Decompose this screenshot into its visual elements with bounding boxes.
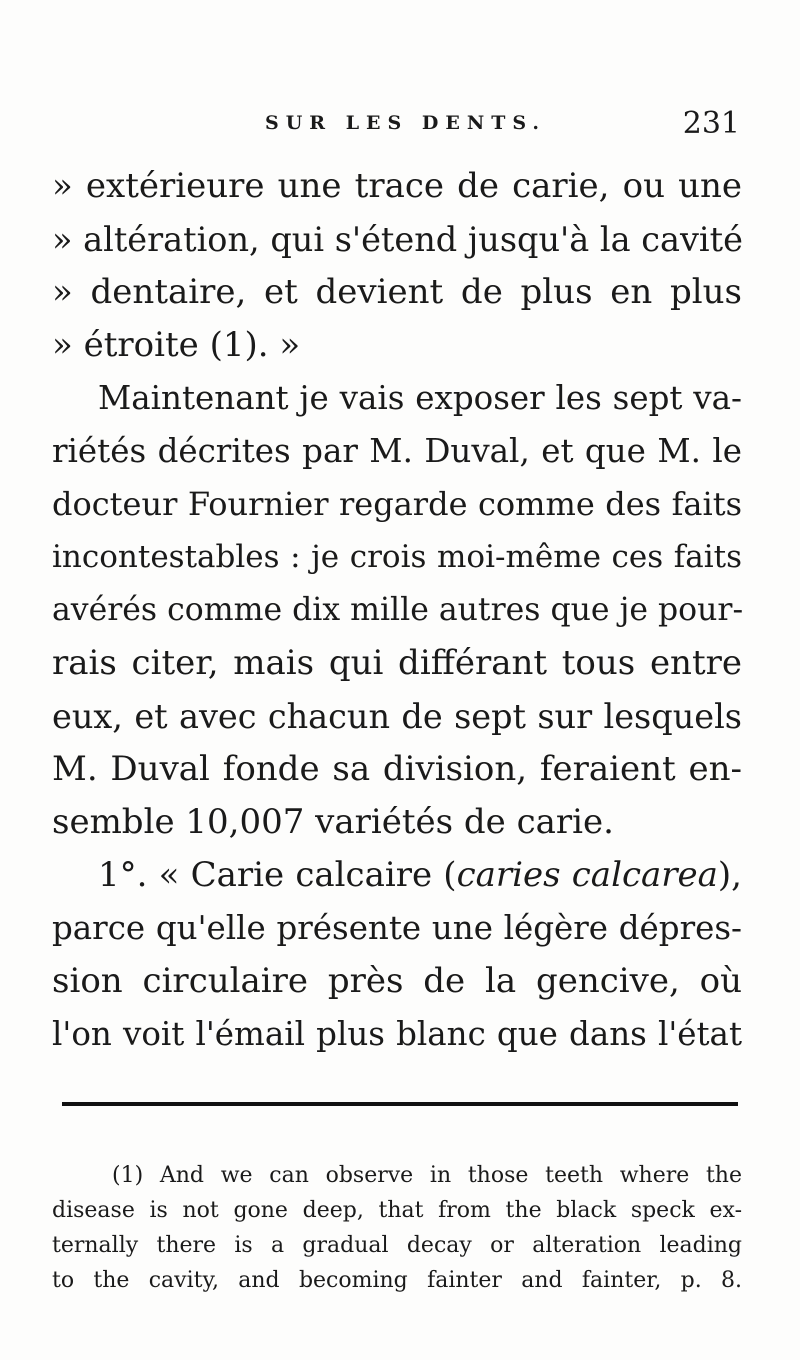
text-line: 1°. « Carie calcaire (caries calcarea), xyxy=(98,855,742,895)
footnote-rule xyxy=(62,1102,738,1106)
text-line: l'on voit l'émail plus blanc que dans l'état xyxy=(52,1015,742,1053)
running-title: SUR LES DENTS. xyxy=(265,112,546,134)
text-line: » dentaire, et devient de plus en plus xyxy=(52,272,742,312)
text-line: incontestables : je crois moi-même ces faits xyxy=(52,539,742,575)
text-line: sion circulaire près de la gencive, où xyxy=(52,961,742,1001)
footnote-line: ternally there is a gradual decay or alteration leading xyxy=(52,1233,742,1258)
text-line: » étroite (1). » xyxy=(52,325,301,365)
text-line: » altération, qui s'étend jusqu'à la cavité xyxy=(52,220,743,259)
page-header xyxy=(50,106,740,146)
footnote xyxy=(52,1158,742,1298)
footnote-line: disease is not gone deep, that from the black speck ex- xyxy=(52,1198,742,1223)
text-line: » extérieure une trace de carie, ou une xyxy=(52,166,742,206)
text-line: avérés comme dix mille autres que je pour- xyxy=(52,592,744,628)
text-line: M. Duval fonde sa division, feraient en- xyxy=(52,749,742,789)
text-line: eux, et avec chacun de sept sur lesquels xyxy=(52,697,742,736)
text-line: Maintenant je vais exposer les sept va- xyxy=(98,379,742,417)
text-line: rais citer, mais qui différant tous entre xyxy=(52,643,742,683)
body-text xyxy=(52,160,742,1061)
footnote-line: (1) And we can observe in those teeth where the xyxy=(112,1163,742,1188)
text-line: semble 10,007 variétés de carie. xyxy=(52,802,614,842)
latin-term: caries calcarea xyxy=(456,855,718,895)
text-line: parce qu'elle présente une légère dépres- xyxy=(52,909,742,947)
text-line: riétés décrites par M. Duval, et que M. le xyxy=(52,432,742,470)
footnote-line: to the cavity, and becoming fainter and fainter, p. 8. xyxy=(52,1268,742,1293)
text-line: docteur Fournier regarde comme des faits xyxy=(52,485,742,523)
page-number: 231 xyxy=(682,106,740,141)
